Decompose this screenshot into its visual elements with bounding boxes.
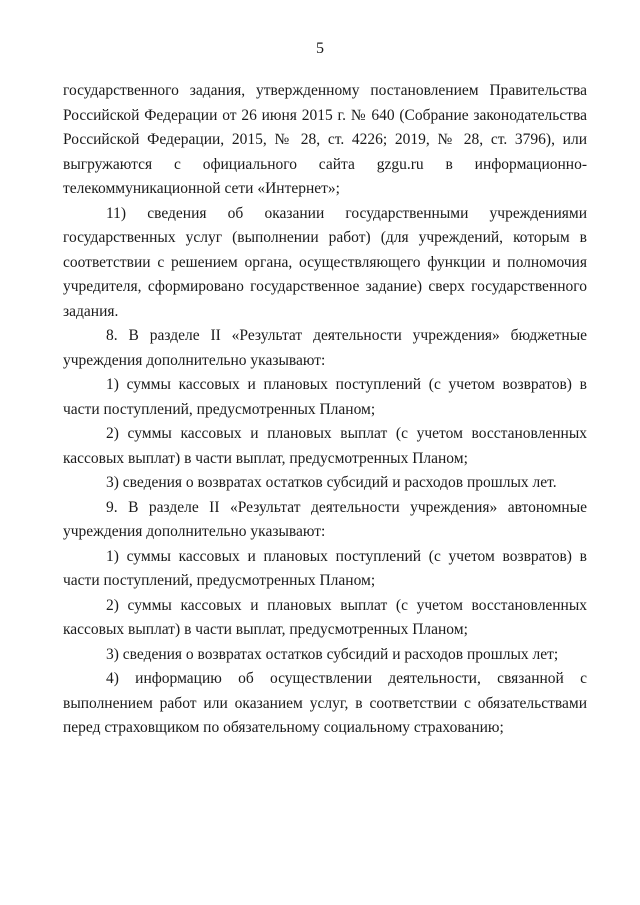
paragraph-8-item-1: 1) суммы кассовых и плановых поступлений (с учетом возвратов) в части поступлений, предусмотренных Планом; xyxy=(63,376,587,418)
paragraph-9-item-3: 3) сведения о возвратах остатков субсидий и расходов прошлых лет; xyxy=(106,645,559,663)
paragraph-section-8: 8. В разделе II «Результат деятельности учреждения» бюджетные учреждения дополнительно указывают: xyxy=(63,327,587,369)
paragraph-continuation: государственного задания, утвержденному постановлением Правительства Российской Федерации от 26 июня 2015 г. № 640 (Собрание законодательства Российской Федерации, 2015, № 28, ст. 4226; 2019, № 28, ст. 3796), или выгружаются с официального сайта gzgu.ru в информационно-телекоммуникационной сети «Интернет»; xyxy=(63,82,587,197)
paragraph-8-item-3: 3) сведения о возвратах остатков субсидий и расходов прошлых лет. xyxy=(106,474,557,491)
paragraph-9-item-1: 1) суммы кассовых и плановых поступлений (с учетом возвратов) в части поступлений, предусмотренных Планом; xyxy=(63,547,587,589)
paragraph-9-item-4: 4) информацию об осуществлении деятельности, связанной с выполнением работ или оказанием услуг, в соответствии с обязательствами перед страховщиком по обязательному социальному страхованию; xyxy=(63,670,587,736)
paragraph-section-9: 9. В разделе II «Результат деятельности учреждения» автономные учреждения дополнительно указывают: xyxy=(63,498,587,540)
page-number: 5 xyxy=(316,40,324,57)
paragraph-8-item-2: 2) суммы кассовых и плановых выплат (с учетом восстановленных кассовых выплат) в части выплат, предусмотренных Планом; xyxy=(63,425,587,467)
paragraph-9-item-2: 2) суммы кассовых и плановых выплат (с учетом восстановленных кассовых выплат) в части выплат, предусмотренных Планом; xyxy=(63,596,587,638)
paragraph-item-11: 11) сведения об оказании государственными учреждениями государственных услуг (выполнении работ) (для учреждений, которым в соответствии с решением органа, осуществляющего функции и полномочия учредителя, сформировано государственное задание) сверх государственного задания. xyxy=(63,204,587,320)
document-body xyxy=(63,79,587,741)
